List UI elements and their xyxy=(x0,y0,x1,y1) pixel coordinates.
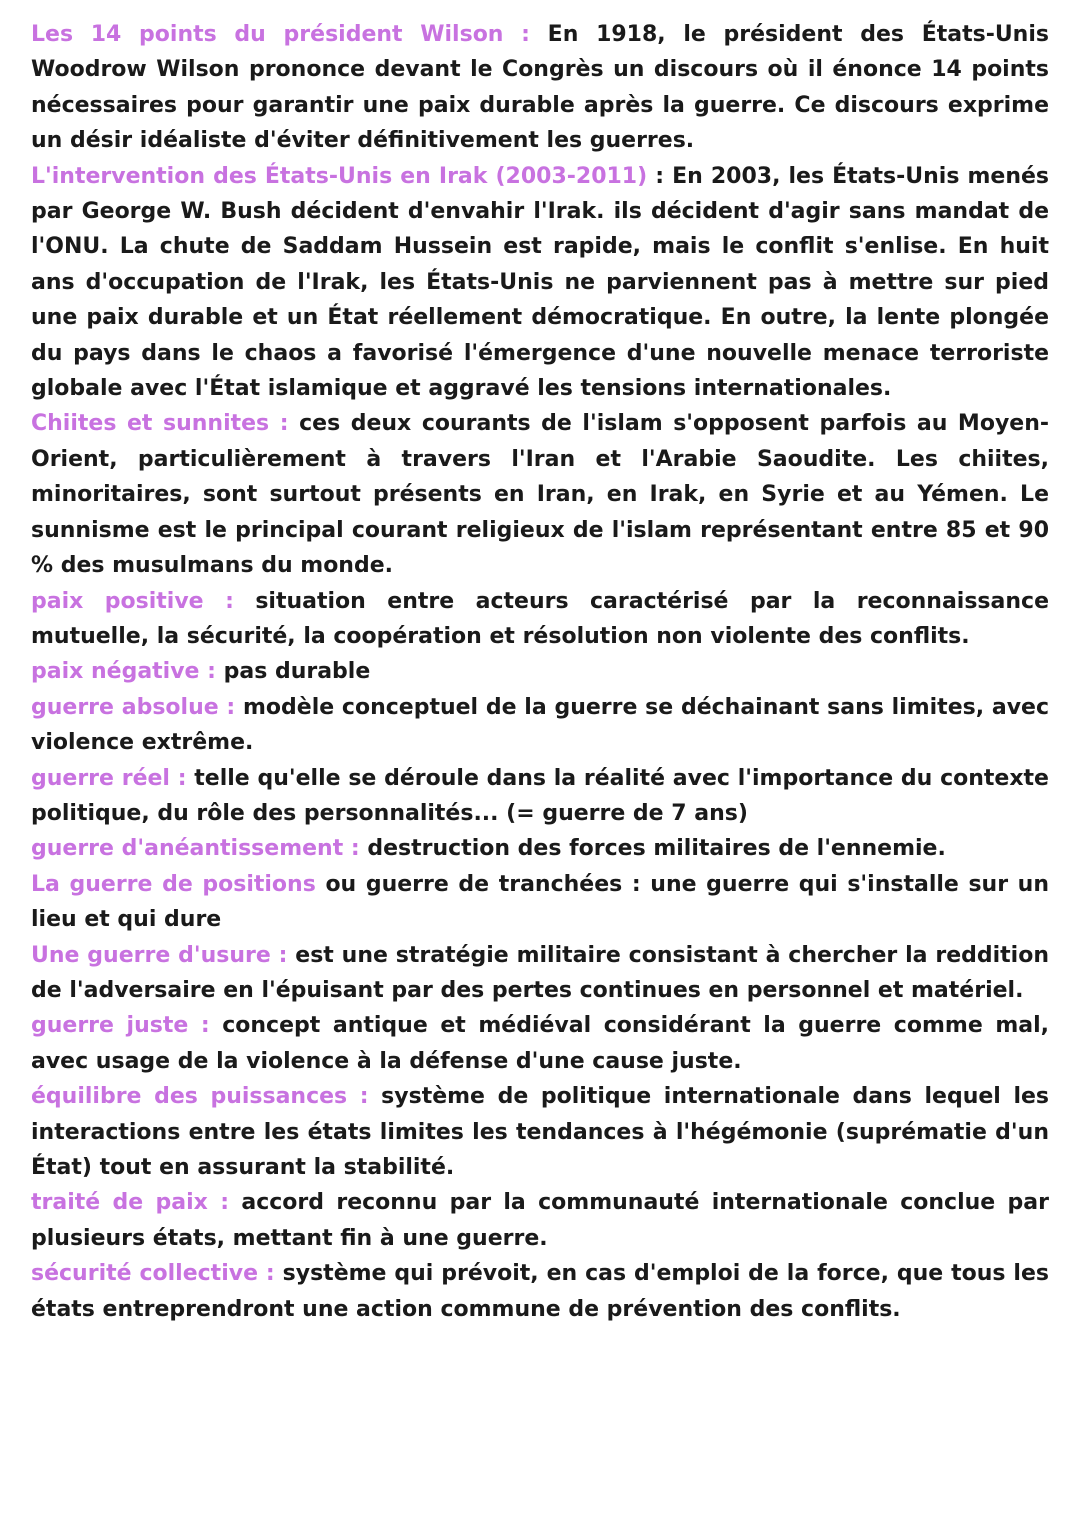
definition-paix-negative: pas durable xyxy=(215,659,371,685)
glossary-entry-guerre-positions xyxy=(31,867,1049,938)
glossary-page xyxy=(31,17,1049,1327)
definition-guerre-reel: telle qu'elle se déroule dans la réalité avec l'importance du contexte politique, du rôle des personnalités... (= guerre de 7 ans) xyxy=(31,765,1049,826)
glossary-entry-guerre-reel xyxy=(31,761,1049,832)
term-securite-collective: sécurité collective : xyxy=(31,1261,275,1287)
definition-equilibre: système de politique internationale dans lequel les interactions entre les états limites les tendances à l'hégémonie (suprématie d'un État) tout en assurant la stabilité. xyxy=(31,1084,1050,1180)
term-guerre-positions: La guerre de positions xyxy=(31,871,316,897)
definition-irak: : En 2003, les États-Unis menés par George W. Bush décident d'envahir l'Irak. ils décident d'agir sans mandat de l'ONU. La chute de Saddam Hussein est rapide, mais le conflit s'enlise. En huit ans d'occupation de l'Irak, les États-Unis ne parviennent pas à mettre sur pied une paix durable et un État réellement démocratique. En outre, la lente plongée du pays dans le chaos a favorisé l'émergence d'une nouvelle menace terroriste globale avec l'État islamique et aggravé les tensions internationales. xyxy=(31,163,1049,402)
term-guerre-usure: Une guerre d'usure : xyxy=(31,942,288,968)
glossary-entry-guerre-absolue xyxy=(31,690,1049,761)
definition-guerre-aneantissement: destruction des forces militaires de l'ennemie. xyxy=(359,836,946,862)
definition-securite-collective: système qui prévoit, en cas d'emploi de la force, que tous les états entreprendront une action commune de prévention des conflits. xyxy=(31,1261,1049,1322)
definition-guerre-positions: ou guerre de tranchées : une guerre qui s'installe sur un lieu et qui dure xyxy=(31,871,1050,933)
term-guerre-aneantissement: guerre d'anéantissement : xyxy=(31,836,360,862)
term-irak: L'intervention des États-Unis en Irak (2003-2011) xyxy=(31,163,648,189)
definition-guerre-usure: est une stratégie militaire consistant à chercher la reddition de l'adversaire en l'épuisant par des pertes continues en personnel et matériel. xyxy=(31,942,1049,1003)
definition-guerre-juste: concept antique et médiéval considérant la guerre comme mal, avec usage de la violence à la défense d'une cause juste. xyxy=(31,1013,1049,1074)
glossary-entry-paix-negative xyxy=(31,654,1049,689)
term-traite-paix: traité de paix : xyxy=(31,1190,230,1216)
glossary-entry-guerre-juste xyxy=(31,1008,1049,1079)
term-guerre-reel: guerre réel : xyxy=(31,765,187,791)
definition-traite-paix: accord reconnu par la communauté internationale conclue par plusieurs états, mettant fin à une guerre. xyxy=(31,1190,1049,1251)
term-chiites: Chiites et sunnites : xyxy=(31,411,289,437)
glossary-entry-wilson xyxy=(31,17,1049,159)
glossary-entry-equilibre xyxy=(31,1079,1049,1185)
term-paix-positive: paix positive : xyxy=(31,588,234,614)
glossary-entry-guerre-usure xyxy=(31,938,1049,1009)
definition-paix-positive: situation entre acteurs caractérisé par la reconnaissance mutuelle, la sécurité, la coopération et résolution non violente des conflits. xyxy=(31,588,1049,649)
term-wilson: Les 14 points du président Wilson : xyxy=(31,22,530,47)
term-paix-negative: paix négative : xyxy=(31,659,216,685)
glossary-entry-guerre-aneantissement xyxy=(31,831,1049,866)
term-guerre-absolue: guerre absolue : xyxy=(31,694,236,720)
glossary-entry-traite-paix xyxy=(31,1185,1049,1256)
glossary-entry-irak xyxy=(31,159,1049,407)
term-equilibre: équilibre des puissances : xyxy=(31,1084,369,1110)
definition-chiites: ces deux courants de l'islam s'opposent parfois au Moyen-Orient, particulièrement à travers l'Iran et l'Arabie Saoudite. Les chiites, minoritaires, sont surtout présents en Iran, en Irak, en Syrie et au Yémen. Le sunnisme est le principal courant religieux de l'islam représentant entre 85 et 90 % des musulmans du monde. xyxy=(31,411,1049,579)
glossary-entry-chiites xyxy=(31,406,1049,583)
term-guerre-juste: guerre juste : xyxy=(31,1013,210,1039)
definition-wilson: En 1918, le président des États-Unis Woodrow Wilson prononce devant le Congrès un discours où il énonce 14 points nécessaires pour garantir une paix durable après la guerre. Ce discours exprime un désir idéaliste d'éviter définitivement les guerres. xyxy=(31,22,1049,154)
definition-guerre-absolue: modèle conceptuel de la guerre se déchainant sans limites, avec violence extrême. xyxy=(31,694,1049,756)
glossary-entry-paix-positive xyxy=(31,584,1049,655)
glossary-entry-securite-collective xyxy=(31,1256,1049,1327)
